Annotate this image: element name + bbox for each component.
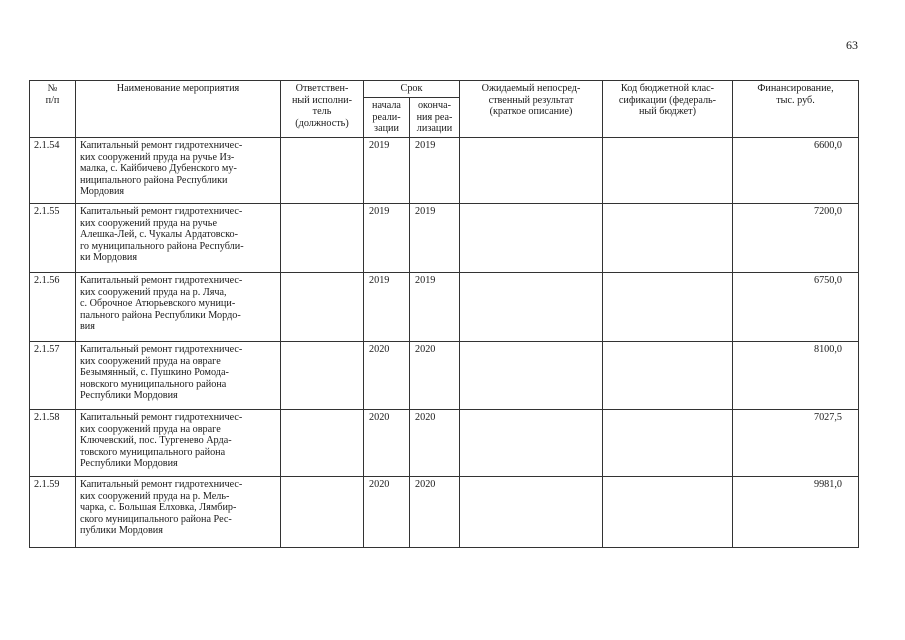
header-financing: Финансирование, тыс. руб. [733,81,859,138]
activity-name [76,410,281,477]
activity-name [76,477,281,548]
financing-value: 8100,0 [733,342,859,410]
activity-name-line: ких сооружений пруда на ручье Из- [80,151,235,163]
result-cell [460,477,603,548]
start-year: 2020 [364,477,410,548]
row-number: 2.1.57 [30,342,76,410]
end-year: 2019 [410,138,460,204]
table-body [30,138,859,548]
page-number: 63 [846,38,858,52]
activity-name-line: чарка, с. Большая Елховка, Лямбир- [80,502,237,513]
activity-name-line: вия [80,321,95,332]
financing-value: 7200,0 [733,204,859,273]
activity-name-line: малка, с. Кайбичево Дубенского му- [80,163,237,174]
result-cell [460,410,603,477]
activity-name-line: Республики Мордовия [80,390,178,401]
activity-name [76,342,281,410]
row-number: 2.1.58 [30,410,76,477]
activity-name-line: Капитальный ремонт гидротехничес- [80,140,243,151]
end-year: 2020 [410,342,460,410]
activity-name [76,273,281,342]
budget-code-cell [603,273,733,342]
row-number: 2.1.54 [30,138,76,204]
activity-name-line: Мордовия [80,186,125,197]
activity-name-line: ких сооружений пруда на овраге [80,355,221,367]
end-year: 2019 [410,273,460,342]
activity-name-line: Алешка-Лей, с. Чукалы Ардатовско- [80,229,238,240]
activity-name-line: Капитальный ремонт гидротехничес- [80,479,243,490]
activity-name-line: Капитальный ремонт гидротехничес- [80,344,243,355]
activity-name [76,138,281,204]
start-year: 2020 [364,410,410,477]
activity-name [76,204,281,273]
start-year: 2019 [364,204,410,273]
responsible-cell [281,477,364,548]
financing-value: 6750,0 [733,273,859,342]
activity-name-line: ниципального района Республики [80,174,228,186]
budget-code-cell [603,410,733,477]
header-term-start: начала реали- зации [364,98,410,138]
end-year: 2019 [410,204,460,273]
activity-name-line: Республики Мордовия [80,458,178,469]
responsible-cell [281,410,364,477]
budget-code-cell [603,138,733,204]
activity-name-line: го муниципального района Республи- [80,240,244,252]
table-row [30,273,859,342]
header-num: № п/п [30,81,76,138]
activity-name-line: ки Мордовия [80,252,138,263]
header-budget-code: Код бюджетной клас- сификации (федераль- ный бюджет) [603,81,733,138]
activity-name-line: новского муниципального района [80,378,227,390]
table-row [30,342,859,410]
result-cell [460,273,603,342]
budget-code-cell [603,342,733,410]
header-name: Наименование мероприятия [76,81,281,138]
responsible-cell [281,138,364,204]
result-cell [460,138,603,204]
activity-name-line: публики Мордовия [80,525,163,536]
responsible-cell [281,204,364,273]
start-year: 2019 [364,138,410,204]
activity-name-line: ких сооружений пруда на овраге [80,423,221,435]
responsible-cell [281,273,364,342]
activity-name-line: ких сооружений пруда на р. Ляча, [80,286,227,298]
activity-name-line: Капитальный ремонт гидротехничес- [80,275,243,286]
budget-code-cell [603,477,733,548]
row-number: 2.1.56 [30,273,76,342]
table-row [30,477,859,548]
budget-code-cell [603,204,733,273]
table-row [30,204,859,273]
activity-name-line: ких сооружений пруда на ручье [80,217,217,229]
row-number: 2.1.55 [30,204,76,273]
activity-name-line: Капитальный ремонт гидротехничес- [80,412,243,423]
financing-value: 6600,0 [733,138,859,204]
responsible-cell [281,342,364,410]
activity-name-line: Безымянный, с. Пушкино Ромода- [80,367,229,378]
table-row [30,410,859,477]
financing-value: 7027,5 [733,410,859,477]
activity-name-line: с. Оброчное Атюрьевского муници- [80,298,236,309]
header-term: Срок [364,81,460,98]
start-year: 2020 [364,342,410,410]
header-responsible: Ответствен- ный исполни- тель (должность) [281,81,364,138]
end-year: 2020 [410,410,460,477]
activity-name-line: ких сооружений пруда на р. Мель- [80,490,230,502]
activity-name-line: товского муниципального района [80,446,226,458]
start-year: 2019 [364,273,410,342]
activity-name-line: Ключевский, пос. Тургенево Арда- [80,435,232,446]
end-year: 2020 [410,477,460,548]
header-term-end: оконча- ния реа- лизации [410,98,460,138]
row-number: 2.1.59 [30,477,76,548]
financing-value: 9981,0 [733,477,859,548]
activity-name-line: ского муниципального района Рес- [80,513,232,525]
activity-name-line: пального района Республики Мордо- [80,309,241,321]
table-row [30,138,859,204]
header-row [30,81,859,98]
activities-table [29,80,859,548]
result-cell [460,204,603,273]
header-result: Ожидаемый непосред- ственный результат (краткое описание) [460,81,603,138]
result-cell [460,342,603,410]
activity-name-line: Капитальный ремонт гидротехничес- [80,206,243,217]
